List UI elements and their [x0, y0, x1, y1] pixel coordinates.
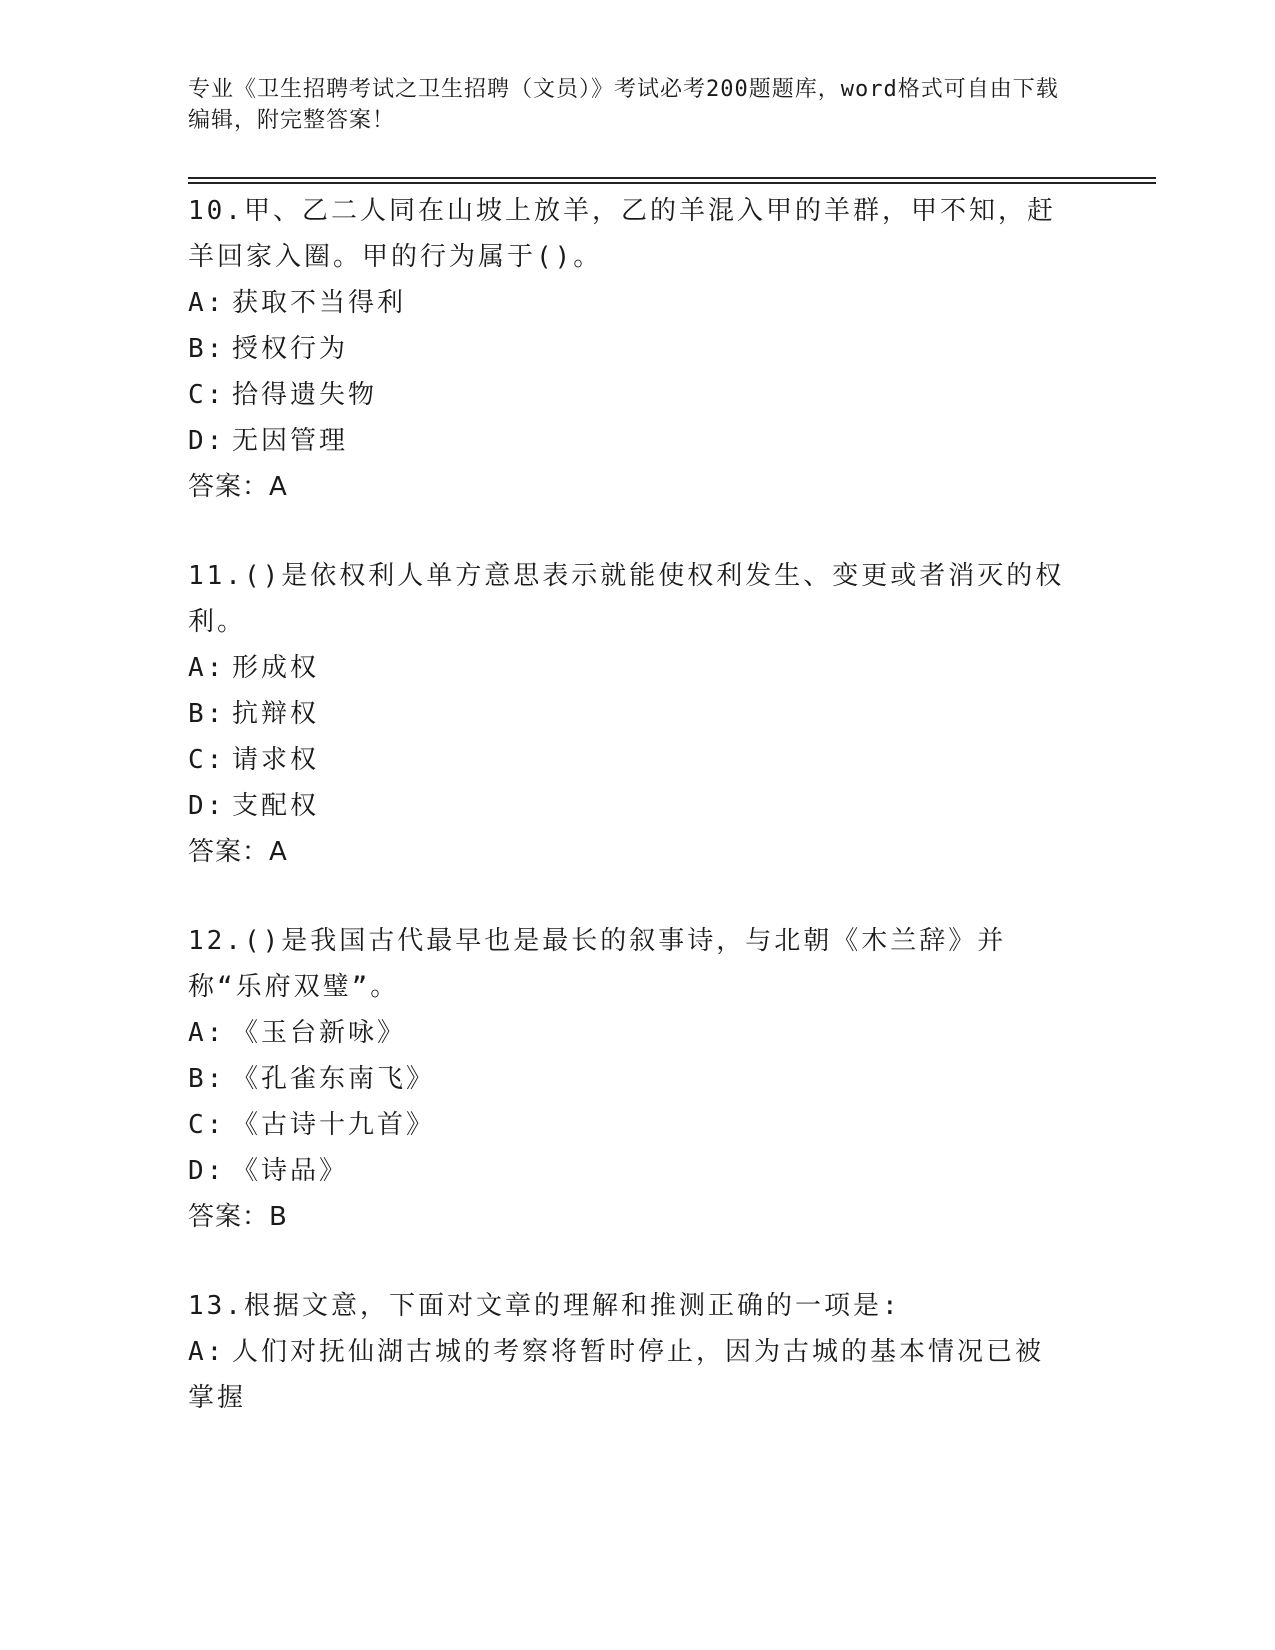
option-a: [188, 1329, 1068, 1421]
document-header: 专业《卫生招聘考试之卫生招聘（文员）》考试必考200题题库，word格式可自由下载编辑，附完整答案！: [188, 77, 1059, 133]
header-divider: [188, 177, 1156, 179]
option-key: B:: [188, 699, 226, 729]
option-key: C:: [188, 1110, 226, 1140]
option-key: C:: [188, 745, 226, 775]
option-text: 形成权: [232, 653, 320, 683]
option-text: 支配权: [232, 791, 320, 821]
option-text: 人们对抚仙湖古城的考察将暂时停止，因为古城的基本情况已被掌握: [188, 1337, 1045, 1413]
option-text: 无因管理: [232, 426, 349, 456]
option-text: 《古诗十九首》: [232, 1110, 436, 1140]
option-text: 抗辩权: [232, 699, 320, 729]
option-text: 拾得遗失物: [232, 380, 378, 410]
option-key: D:: [188, 426, 226, 456]
option-b: [188, 691, 1068, 737]
option-c: [188, 737, 1068, 783]
question-stem: 12.()是我国古代最早也是最长的叙事诗，与北朝《木兰辞》并称“乐府双璧”。: [188, 926, 1007, 1002]
answer: 答案：B: [188, 1202, 288, 1232]
option-c: [188, 1102, 1068, 1148]
option-c: [188, 372, 1068, 418]
option-a: [188, 280, 1068, 326]
option-key: D:: [188, 1156, 226, 1186]
option-text: 获取不当得利: [232, 288, 407, 318]
answer: 答案：A: [188, 472, 288, 502]
option-d: [188, 418, 1068, 464]
option-a: [188, 645, 1068, 691]
option-b: [188, 1056, 1068, 1102]
option-text: 《诗品》: [232, 1156, 349, 1186]
option-key: A:: [188, 1018, 226, 1048]
option-a: [188, 1010, 1068, 1056]
option-text: 授权行为: [232, 334, 349, 364]
option-key: D:: [188, 791, 226, 821]
question-stem: 11.()是依权利人单方意思表示就能使权利发生、变更或者消灭的权利。: [188, 561, 1065, 637]
option-text: 请求权: [232, 745, 320, 775]
option-d: [188, 783, 1068, 829]
question-10: [188, 188, 1068, 510]
answer: 答案：A: [188, 837, 288, 867]
question-13: [188, 1283, 1068, 1421]
option-key: B:: [188, 334, 226, 364]
option-key: B:: [188, 1064, 226, 1094]
option-text: 《玉台新咏》: [232, 1018, 407, 1048]
question-11: [188, 553, 1068, 875]
option-d: [188, 1148, 1068, 1194]
option-key: C:: [188, 380, 226, 410]
option-key: A:: [188, 288, 226, 318]
option-b: [188, 326, 1068, 372]
question-12: [188, 918, 1068, 1240]
option-key: A:: [188, 1337, 226, 1367]
header-divider: [188, 182, 1156, 184]
question-stem: 10.甲、乙二人同在山坡上放羊，乙的羊混入甲的羊群，甲不知，赶羊回家入圈。甲的行为属于()。: [188, 196, 1056, 272]
option-text: 《孔雀东南飞》: [232, 1064, 436, 1094]
question-stem: 13.根据文意，下面对文章的理解和推测正确的一项是:: [188, 1291, 901, 1321]
option-key: A:: [188, 653, 226, 683]
